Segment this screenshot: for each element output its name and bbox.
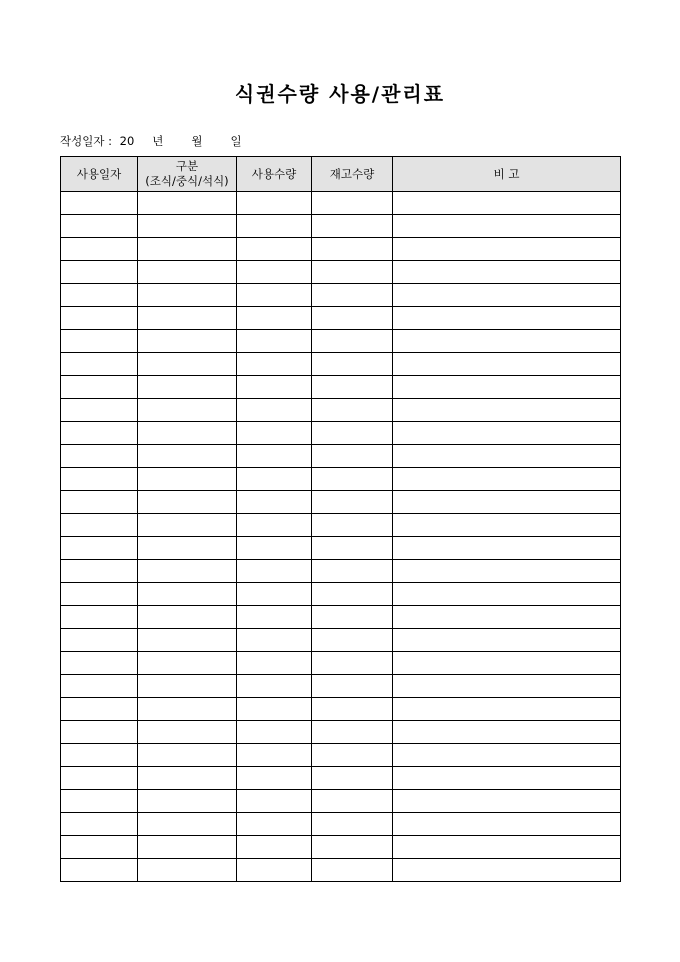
cell-category[interactable] xyxy=(138,652,237,675)
cell-use-date[interactable] xyxy=(61,859,138,882)
cell-stock-qty[interactable] xyxy=(312,675,393,698)
cell-remarks[interactable] xyxy=(393,813,621,836)
table-row xyxy=(61,790,621,813)
cell-use-date[interactable] xyxy=(61,721,138,744)
cell-stock-qty[interactable] xyxy=(312,859,393,882)
cell-stock-qty[interactable] xyxy=(312,583,393,606)
cell-remarks[interactable] xyxy=(393,353,621,376)
cell-stock-qty[interactable] xyxy=(312,767,393,790)
cell-remarks[interactable] xyxy=(393,698,621,721)
header-category-bottom: (조식/중식/석식) xyxy=(145,174,229,188)
table-row xyxy=(61,468,621,491)
cell-use-date[interactable] xyxy=(61,468,138,491)
cell-remarks[interactable] xyxy=(393,514,621,537)
cell-category[interactable] xyxy=(138,491,237,514)
cell-use-qty[interactable] xyxy=(237,353,312,376)
table-row xyxy=(61,238,621,261)
cell-remarks[interactable] xyxy=(393,330,621,353)
table-row xyxy=(61,307,621,330)
cell-remarks[interactable] xyxy=(393,399,621,422)
table-row xyxy=(61,859,621,882)
cell-use-qty[interactable] xyxy=(237,560,312,583)
table-row xyxy=(61,215,621,238)
cell-use-qty[interactable] xyxy=(237,192,312,215)
table-row xyxy=(61,698,621,721)
header-use-qty: 사용수량 xyxy=(237,157,312,192)
cell-category[interactable] xyxy=(138,790,237,813)
cell-category[interactable] xyxy=(138,675,237,698)
cell-use-date[interactable] xyxy=(61,652,138,675)
cell-use-qty[interactable] xyxy=(237,307,312,330)
cell-category[interactable] xyxy=(138,537,237,560)
cell-use-qty[interactable] xyxy=(237,330,312,353)
cell-stock-qty[interactable] xyxy=(312,422,393,445)
cell-use-qty[interactable] xyxy=(237,514,312,537)
cell-use-date[interactable] xyxy=(61,445,138,468)
table-row xyxy=(61,721,621,744)
cell-stock-qty[interactable] xyxy=(312,606,393,629)
cell-stock-qty[interactable] xyxy=(312,491,393,514)
cell-use-date[interactable] xyxy=(61,813,138,836)
cell-stock-qty[interactable] xyxy=(312,560,393,583)
cell-stock-qty[interactable] xyxy=(312,192,393,215)
cell-remarks[interactable] xyxy=(393,606,621,629)
cell-stock-qty[interactable] xyxy=(312,537,393,560)
table-row xyxy=(61,376,621,399)
cell-category[interactable] xyxy=(138,721,237,744)
cell-remarks[interactable] xyxy=(393,422,621,445)
cell-use-date[interactable] xyxy=(61,330,138,353)
cell-stock-qty[interactable] xyxy=(312,468,393,491)
cell-category[interactable] xyxy=(138,307,237,330)
cell-use-qty[interactable] xyxy=(237,583,312,606)
cell-use-qty[interactable] xyxy=(237,744,312,767)
cell-category[interactable] xyxy=(138,261,237,284)
cell-use-qty[interactable] xyxy=(237,422,312,445)
cell-remarks[interactable] xyxy=(393,790,621,813)
cell-use-date[interactable] xyxy=(61,560,138,583)
cell-remarks[interactable] xyxy=(393,376,621,399)
cell-category[interactable] xyxy=(138,330,237,353)
cell-use-date[interactable] xyxy=(61,238,138,261)
cell-remarks[interactable] xyxy=(393,537,621,560)
cell-use-date[interactable] xyxy=(61,698,138,721)
cell-use-date[interactable] xyxy=(61,491,138,514)
cell-category[interactable] xyxy=(138,192,237,215)
cell-use-qty[interactable] xyxy=(237,491,312,514)
cell-stock-qty[interactable] xyxy=(312,514,393,537)
cell-remarks[interactable] xyxy=(393,261,621,284)
table-row xyxy=(61,675,621,698)
cell-use-date[interactable] xyxy=(61,192,138,215)
cell-use-date[interactable] xyxy=(61,215,138,238)
cell-remarks[interactable] xyxy=(393,468,621,491)
cell-remarks[interactable] xyxy=(393,307,621,330)
cell-category[interactable] xyxy=(138,376,237,399)
cell-category[interactable] xyxy=(138,215,237,238)
cell-stock-qty[interactable] xyxy=(312,629,393,652)
cell-use-qty[interactable] xyxy=(237,767,312,790)
table-row xyxy=(61,491,621,514)
table-header-row xyxy=(61,157,621,192)
header-remarks: 비 고 xyxy=(393,157,621,192)
table-row xyxy=(61,767,621,790)
day-unit: 일 xyxy=(230,134,242,148)
cell-remarks[interactable] xyxy=(393,583,621,606)
document-title: 식권수량 사용/관리표 xyxy=(234,82,446,106)
cell-stock-qty[interactable] xyxy=(312,376,393,399)
cell-use-qty[interactable] xyxy=(237,675,312,698)
table-row xyxy=(61,192,621,215)
table-row xyxy=(61,537,621,560)
cell-use-qty[interactable] xyxy=(237,399,312,422)
cell-stock-qty[interactable] xyxy=(312,238,393,261)
cell-use-qty[interactable] xyxy=(237,721,312,744)
cell-remarks[interactable] xyxy=(393,767,621,790)
cell-remarks[interactable] xyxy=(393,445,621,468)
cell-stock-qty[interactable] xyxy=(312,836,393,859)
table-row xyxy=(61,353,621,376)
cell-use-date[interactable] xyxy=(61,307,138,330)
cell-remarks[interactable] xyxy=(393,560,621,583)
header-stock-qty: 재고수량 xyxy=(312,157,393,192)
table-row xyxy=(61,744,621,767)
date-label: 작성일자 : xyxy=(60,134,116,148)
cell-category[interactable] xyxy=(138,744,237,767)
table-row xyxy=(61,399,621,422)
cell-remarks[interactable] xyxy=(393,744,621,767)
cell-use-date[interactable] xyxy=(61,261,138,284)
cell-use-date[interactable] xyxy=(61,629,138,652)
cell-use-date[interactable] xyxy=(61,514,138,537)
table-row xyxy=(61,330,621,353)
table-row xyxy=(61,606,621,629)
cell-use-qty[interactable] xyxy=(237,238,312,261)
cell-use-date[interactable] xyxy=(61,284,138,307)
table-row xyxy=(61,583,621,606)
month-unit: 월 xyxy=(191,134,203,148)
cell-remarks[interactable] xyxy=(393,192,621,215)
header-category-top: 구분 xyxy=(175,159,199,173)
cell-category[interactable] xyxy=(138,767,237,790)
year-prefix: 20 xyxy=(119,134,135,148)
cell-stock-qty[interactable] xyxy=(312,353,393,376)
table-row xyxy=(61,514,621,537)
date-line xyxy=(60,133,242,149)
cell-remarks[interactable] xyxy=(393,859,621,882)
cell-stock-qty[interactable] xyxy=(312,721,393,744)
cell-use-date[interactable] xyxy=(61,767,138,790)
cell-stock-qty[interactable] xyxy=(312,790,393,813)
table-row xyxy=(61,813,621,836)
cell-use-date[interactable] xyxy=(61,399,138,422)
cell-remarks[interactable] xyxy=(393,238,621,261)
cell-use-qty[interactable] xyxy=(237,836,312,859)
cell-use-date[interactable] xyxy=(61,836,138,859)
header-use-date: 사용일자 xyxy=(61,157,138,192)
cell-category[interactable] xyxy=(138,514,237,537)
cell-stock-qty[interactable] xyxy=(312,215,393,238)
cell-use-date[interactable] xyxy=(61,537,138,560)
cell-category[interactable] xyxy=(138,353,237,376)
cell-stock-qty[interactable] xyxy=(312,744,393,767)
header-category xyxy=(138,157,237,192)
cell-remarks[interactable] xyxy=(393,491,621,514)
cell-stock-qty[interactable] xyxy=(312,330,393,353)
cell-category[interactable] xyxy=(138,399,237,422)
cell-use-date[interactable] xyxy=(61,790,138,813)
cell-category[interactable] xyxy=(138,560,237,583)
cell-use-date[interactable] xyxy=(61,606,138,629)
cell-stock-qty[interactable] xyxy=(312,698,393,721)
table-row xyxy=(61,629,621,652)
cell-use-date[interactable] xyxy=(61,422,138,445)
cell-use-date[interactable] xyxy=(61,744,138,767)
cell-stock-qty[interactable] xyxy=(312,399,393,422)
cell-use-qty[interactable] xyxy=(237,698,312,721)
table-row xyxy=(61,560,621,583)
cell-stock-qty[interactable] xyxy=(312,261,393,284)
cell-use-date[interactable] xyxy=(61,376,138,399)
cell-use-qty[interactable] xyxy=(237,468,312,491)
cell-category[interactable] xyxy=(138,284,237,307)
table-row xyxy=(61,652,621,675)
cell-category[interactable] xyxy=(138,859,237,882)
cell-stock-qty[interactable] xyxy=(312,813,393,836)
cell-remarks[interactable] xyxy=(393,675,621,698)
cell-category[interactable] xyxy=(138,813,237,836)
cell-stock-qty[interactable] xyxy=(312,307,393,330)
usage-log-table xyxy=(60,156,621,882)
year-unit: 년 xyxy=(152,134,164,148)
table-row xyxy=(61,445,621,468)
cell-stock-qty[interactable] xyxy=(312,445,393,468)
cell-use-qty[interactable] xyxy=(237,606,312,629)
cell-category[interactable] xyxy=(138,836,237,859)
table-row xyxy=(61,261,621,284)
cell-category[interactable] xyxy=(138,422,237,445)
cell-use-qty[interactable] xyxy=(237,215,312,238)
table-body xyxy=(61,192,621,882)
cell-use-qty[interactable] xyxy=(237,445,312,468)
cell-stock-qty[interactable] xyxy=(312,284,393,307)
cell-remarks[interactable] xyxy=(393,215,621,238)
cell-use-qty[interactable] xyxy=(237,652,312,675)
cell-use-date[interactable] xyxy=(61,353,138,376)
cell-remarks[interactable] xyxy=(393,629,621,652)
cell-category[interactable] xyxy=(138,238,237,261)
cell-use-qty[interactable] xyxy=(237,376,312,399)
cell-category[interactable] xyxy=(138,606,237,629)
cell-use-qty[interactable] xyxy=(237,261,312,284)
table-row xyxy=(61,284,621,307)
cell-use-date[interactable] xyxy=(61,675,138,698)
cell-remarks[interactable] xyxy=(393,652,621,675)
cell-use-qty[interactable] xyxy=(237,284,312,307)
cell-use-qty[interactable] xyxy=(237,790,312,813)
cell-use-qty[interactable] xyxy=(237,537,312,560)
cell-use-qty[interactable] xyxy=(237,813,312,836)
cell-remarks[interactable] xyxy=(393,721,621,744)
table-row xyxy=(61,422,621,445)
table-row xyxy=(61,836,621,859)
cell-category[interactable] xyxy=(138,445,237,468)
cell-category[interactable] xyxy=(138,583,237,606)
cell-use-qty[interactable] xyxy=(237,629,312,652)
cell-category[interactable] xyxy=(138,629,237,652)
cell-remarks[interactable] xyxy=(393,284,621,307)
cell-use-date[interactable] xyxy=(61,583,138,606)
cell-stock-qty[interactable] xyxy=(312,652,393,675)
cell-use-qty[interactable] xyxy=(237,859,312,882)
cell-category[interactable] xyxy=(138,698,237,721)
cell-remarks[interactable] xyxy=(393,836,621,859)
cell-category[interactable] xyxy=(138,468,237,491)
